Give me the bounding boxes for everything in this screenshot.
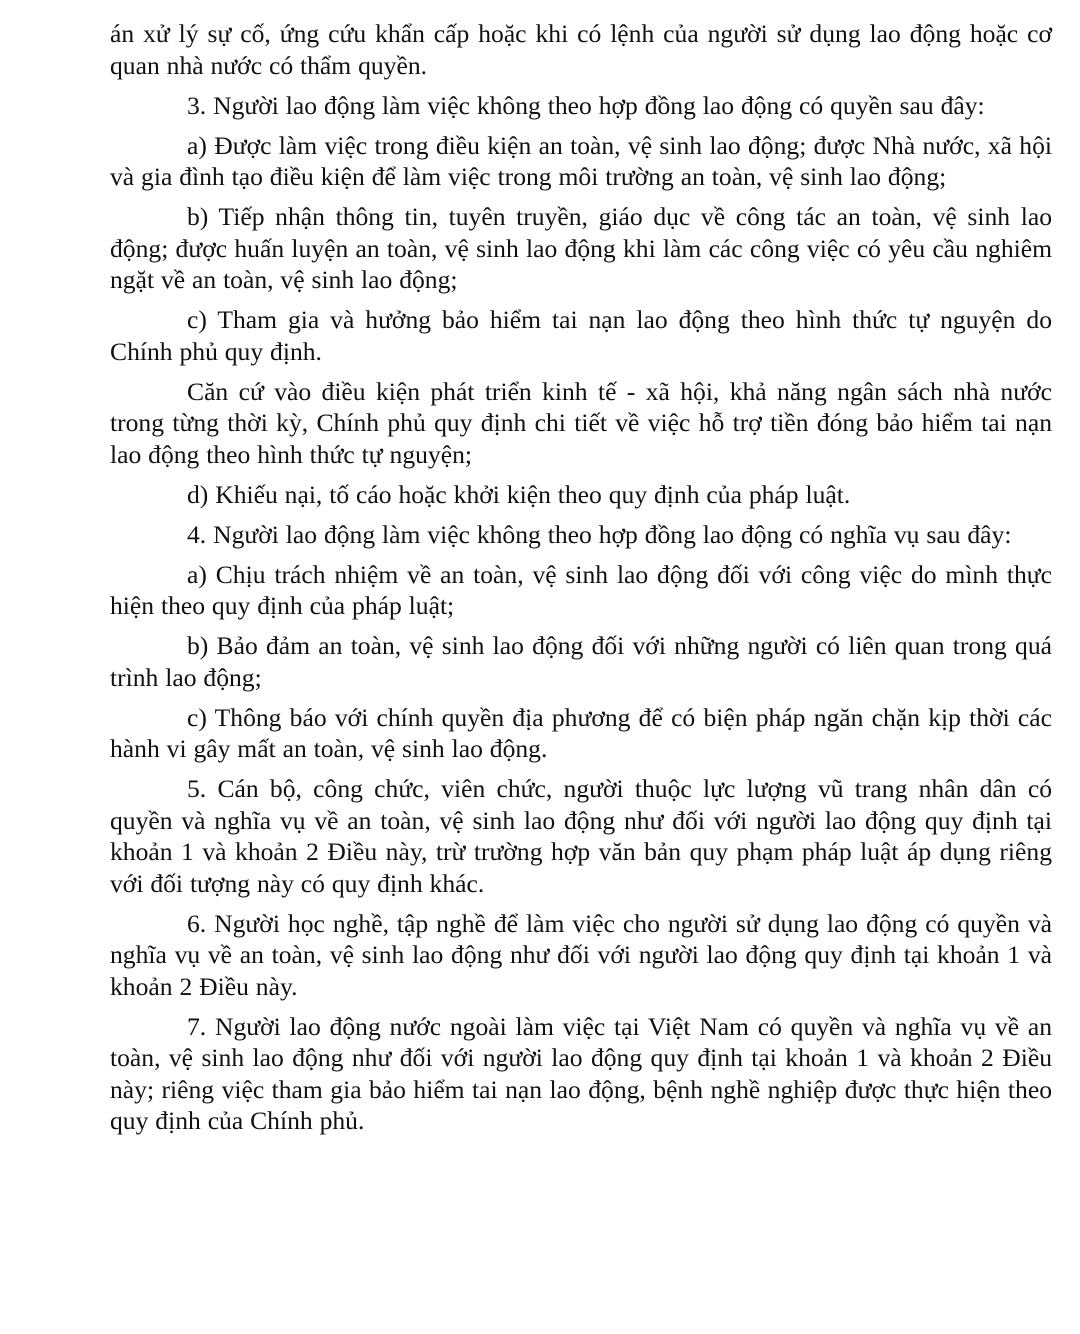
clause-3c-paragraph: c) Tham gia và hưởng bảo hiểm tai nạn lao động theo hình thức tự nguyện do Chính phủ quy định.	[110, 305, 1052, 366]
document-page	[110, 18, 1052, 1137]
clause-3a-paragraph: a) Được làm việc trong điều kiện an toàn, vệ sinh lao động; được Nhà nước, xã hội và gia đình tạo điều kiện để làm việc trong môi trường an toàn, vệ sinh lao động;	[110, 130, 1052, 191]
clause-4b-paragraph: b) Bảo đảm an toàn, vệ sinh lao động đối với những người có liên quan trong quá trình lao động;	[110, 631, 1052, 692]
clause-6-paragraph: 6. Người học nghề, tập nghề để làm việc cho người sử dụng lao động có quyền và nghĩa vụ về an toàn, vệ sinh lao động như đối với người lao động quy định tại khoản 1 và khoản 2 Điều này.	[110, 908, 1052, 1001]
clause-4c-paragraph: c) Thông báo với chính quyền địa phương để có biện pháp ngăn chặn kịp thời các hành vi gây mất an toàn, vệ sinh lao động.	[110, 702, 1052, 763]
clause-5-paragraph: 5. Cán bộ, công chức, viên chức, người thuộc lực lượng vũ trang nhân dân có quyền và nghĩa vụ về an toàn, vệ sinh lao động như đối với người lao động quy định tại khoản 1 và khoản 2 Điều này, trừ trường hợp văn bản quy phạm pháp luật áp dụng riêng với đối tượng này có quy định khác.	[110, 774, 1052, 898]
clause-3c-support-paragraph: Căn cứ vào điều kiện phát triển kinh tế - xã hội, khả năng ngân sách nhà nước trong từng thời kỳ, Chính phủ quy định chi tiết về việc hỗ trợ tiền đóng bảo hiểm tai nạn lao động theo hình thức tự nguyện;	[110, 376, 1052, 469]
clause-3-rights-heading: 3. Người lao động làm việc không theo hợp đồng lao động có quyền sau đây:	[187, 90, 985, 120]
clause-7-paragraph: 7. Người lao động nước ngoài làm việc tại Việt Nam có quyền và nghĩa vụ về an toàn, vệ sinh lao động như đối với người lao động quy định tại khoản 1 và khoản 2 Điều này; riêng việc tham gia bảo hiểm tai nạn lao động, bệnh nghề nghiệp được thực hiện theo quy định của Chính phủ.	[110, 1011, 1052, 1135]
clause-3d-paragraph: d) Khiếu nại, tố cáo hoặc khởi kiện theo quy định của pháp luật.	[187, 479, 851, 509]
paragraph-continuation-from-previous-page: án xử lý sự cố, ứng cứu khẩn cấp hoặc khi có lệnh của người sử dụng lao động hoặc cơ quan nhà nước có thẩm quyền.	[110, 19, 1052, 80]
clause-3b-paragraph: b) Tiếp nhận thông tin, tuyên truyền, giáo dục về công tác an toàn, vệ sinh lao động; được huấn luyện an toàn, vệ sinh lao động khi làm các công việc có yêu cầu nghiêm ngặt về an toàn, vệ sinh lao động;	[110, 202, 1052, 294]
clause-4-obligations-heading: 4. Người lao động làm việc không theo hợp đồng lao động có nghĩa vụ sau đây:	[187, 519, 1012, 549]
clause-4a-paragraph: a) Chịu trách nhiệm về an toàn, vệ sinh lao động đối với công việc do mình thực hiện theo quy định của pháp luật;	[110, 559, 1052, 620]
